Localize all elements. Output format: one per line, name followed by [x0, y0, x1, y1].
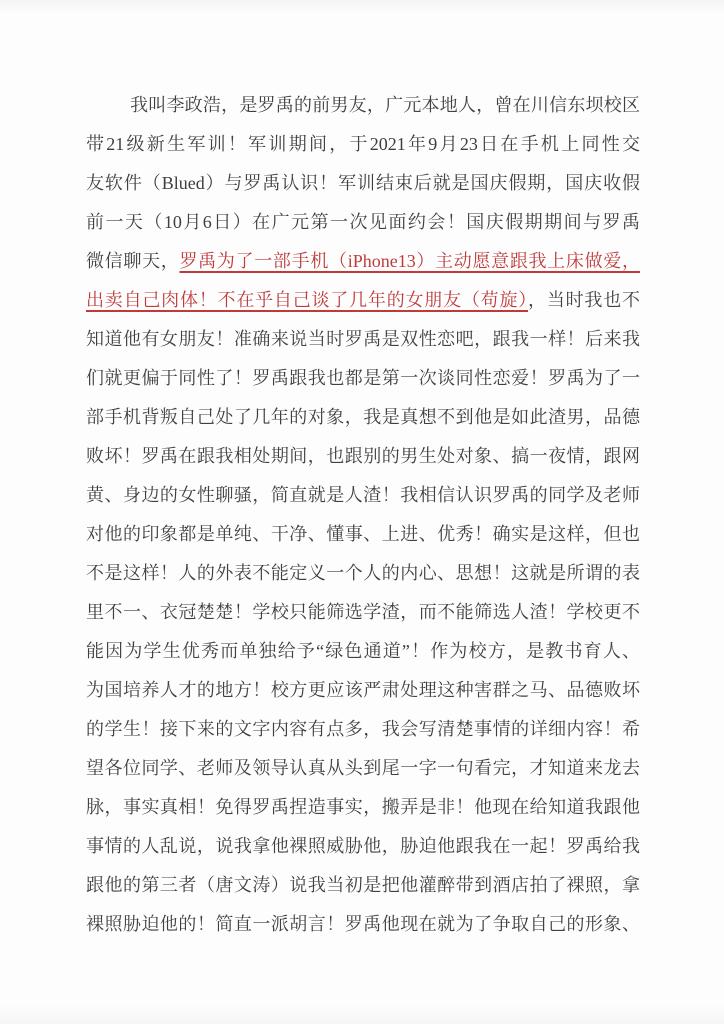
text-line — [86, 359, 640, 398]
text-line — [86, 164, 640, 203]
emphasized-red-underline-text: 出卖自己肉体！不在乎自己谈了几年的女朋友（苟旋） — [86, 290, 529, 310]
body-text: 前一天（10月6日）在广元第一次见面约会！国庆假期期间与罗禹 — [86, 212, 640, 232]
body-text: 不是这样！人的外表不能定义一个人的内心、思想！这就是所谓的表 — [86, 563, 640, 583]
body-text: 脉，事实真相！免得罗禹捏造事实，搬弄是非！他现在给知道我跟他 — [86, 797, 640, 817]
text-line — [86, 125, 640, 164]
body-text: 望各位同学、老师及领导认真从头到尾一字一句看完，才知道来龙去 — [86, 758, 640, 778]
body-text: 的学生！接下来的文字内容有点多，我会写清楚事情的详细内容！希 — [86, 719, 640, 739]
body-text: ，当时我也不 — [528, 290, 640, 310]
text-line — [86, 476, 640, 515]
text-line — [86, 86, 640, 125]
body-text: 里不一、衣冠楚楚！学校只能筛选学渣，而不能筛选人渣！学校更不 — [86, 602, 640, 622]
text-line — [86, 437, 640, 476]
text-line — [86, 788, 640, 827]
body-text: 我叫李政浩，是罗禹的前男友，广元本地人，曾在川信东坝校区 — [130, 95, 640, 115]
document-body — [86, 86, 640, 944]
body-text: 黄、身边的女性聊骚，简直就是人渣！我相信认识罗禹的同学及老师 — [86, 485, 640, 505]
text-line — [86, 866, 640, 905]
body-text: 部手机背叛自己处了几年的对象，我是真想不到他是如此渣男，品德 — [86, 407, 640, 427]
text-line — [86, 632, 640, 671]
text-line — [86, 671, 640, 710]
body-text: 带21级新生军训！军训期间，于2021年9月23日在手机上同性交 — [86, 134, 640, 154]
text-line — [86, 710, 640, 749]
text-line — [86, 242, 640, 281]
body-text: 事情的人乱说，说我拿他裸照威胁他，胁迫他跟我在一起！罗禹给我 — [86, 836, 640, 856]
text-line — [86, 554, 640, 593]
body-text: 知道他有女朋友！准确来说当时罗禹是双性恋吧，跟我一样！后来我 — [86, 329, 640, 349]
emphasized-red-underline-text: 罗禹为了一部手机（iPhone13）主动愿意跟我上床做爱， — [179, 251, 640, 271]
text-line — [86, 593, 640, 632]
body-text: 微信聊天， — [86, 251, 180, 271]
body-text: 对他的印象都是单纯、干净、懂事、上进、优秀！确实是这样，但也 — [86, 524, 640, 544]
text-line — [86, 398, 640, 437]
body-text: 能因为学生优秀而单独给予“绿色通道”！作为校方，是教书育人、 — [86, 641, 640, 661]
body-text: 为国培养人才的地方！校方更应该严肃处理这种害群之马、品德败坏 — [86, 680, 640, 700]
text-line — [86, 203, 640, 242]
text-line — [86, 905, 640, 944]
text-line — [86, 320, 640, 359]
body-text: 跟他的第三者（唐文涛）说我当初是把他灌醉带到酒店拍了裸照，拿 — [86, 875, 640, 895]
body-text: 们就更偏于同性了！罗禹跟我也都是第一次谈同性恋爱！罗禹为了一 — [86, 368, 640, 388]
text-line — [86, 281, 640, 320]
text-line — [86, 515, 640, 554]
text-line — [86, 827, 640, 866]
body-text: 友软件（Blued）与罗禹认识！军训结束后就是国庆假期，国庆收假 — [86, 173, 640, 193]
body-text: 败坏！罗禹在跟我相处期间，也跟别的男生处对象、搞一夜情，跟网 — [86, 446, 640, 466]
body-text: 裸照胁迫他的！简直一派胡言！罗禹他现在就为了争取自己的形象、 — [86, 914, 640, 934]
text-line — [86, 749, 640, 788]
